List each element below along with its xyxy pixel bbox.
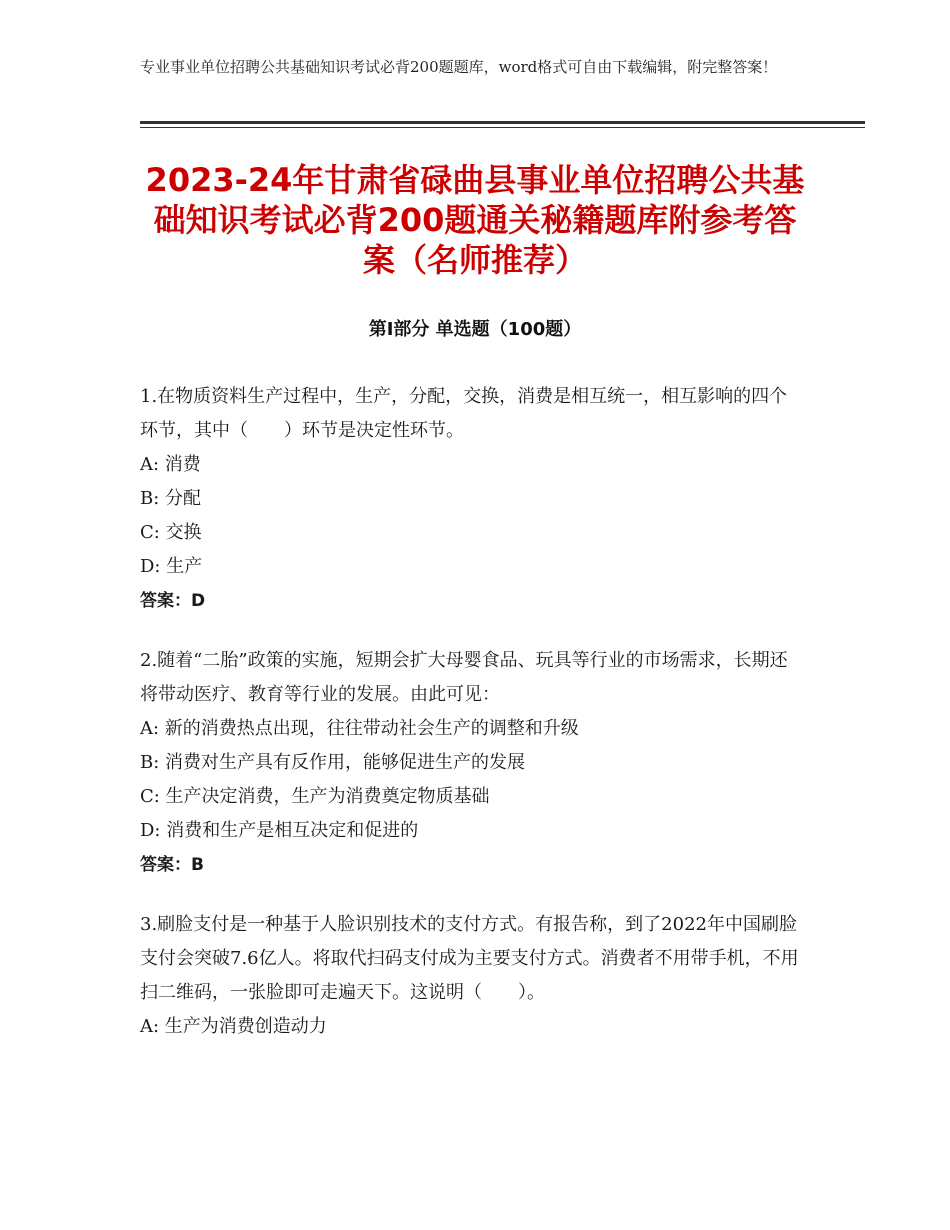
question-text: 2.随着“二胎”政策的实施，短期会扩大母婴食品、玩具等行业的市场需求，长期还将带动医疗、教育等行业的发展。由此可见： <box>140 650 788 705</box>
option-a: A: 消费 <box>140 454 201 475</box>
header-divider-thin <box>140 127 865 128</box>
question-2 <box>140 644 800 882</box>
question-text: 1.在物质资料生产过程中，生产，分配，交换，消费是相互统一，相互影响的四个环节，其中（ ）环节是决定性环节。 <box>140 386 788 441</box>
question-1 <box>140 380 800 618</box>
answer: 答案：D <box>140 591 206 611</box>
section-title: 第Ⅰ部分 单选题（100题） <box>368 319 582 340</box>
question-3 <box>140 908 800 1044</box>
option-b: B: 分配 <box>140 488 202 509</box>
option-a: A: 生产为消费创造动力 <box>140 1016 327 1037</box>
option-d: D: 消费和生产是相互决定和促进的 <box>140 820 419 841</box>
option-b: B: 消费对生产具有反作用，能够促进生产的发展 <box>140 752 526 773</box>
option-c: C: 生产决定消费，生产为消费奠定物质基础 <box>140 786 490 807</box>
header-note: 专业事业单位招聘公共基础知识考试必背200题题库，word格式可自由下载编辑，附完整答案！ <box>140 58 778 76</box>
question-list <box>140 380 800 1070</box>
option-a: A: 新的消费热点出现，往往带动社会生产的调整和升级 <box>140 718 579 739</box>
header-divider-thick <box>140 121 865 124</box>
option-d: D: 生产 <box>140 556 203 577</box>
document-title: 2023-24年甘肃省碌曲县事业单位招聘公共基础知识考试必背200题通关秘籍题库附参考答案（名师推荐） <box>145 161 805 279</box>
question-text: 3.刷脸支付是一种基于人脸识别技术的支付方式。有报告称，到了2022年中国刷脸支付会突破7.6亿人。将取代扫码支付成为主要支付方式。消费者不用带手机，不用扫二维码，一张脸即可走遍天下。这说明（ ）。 <box>140 914 799 1003</box>
answer: 答案：B <box>140 855 204 875</box>
option-c: C: 交换 <box>140 522 202 543</box>
